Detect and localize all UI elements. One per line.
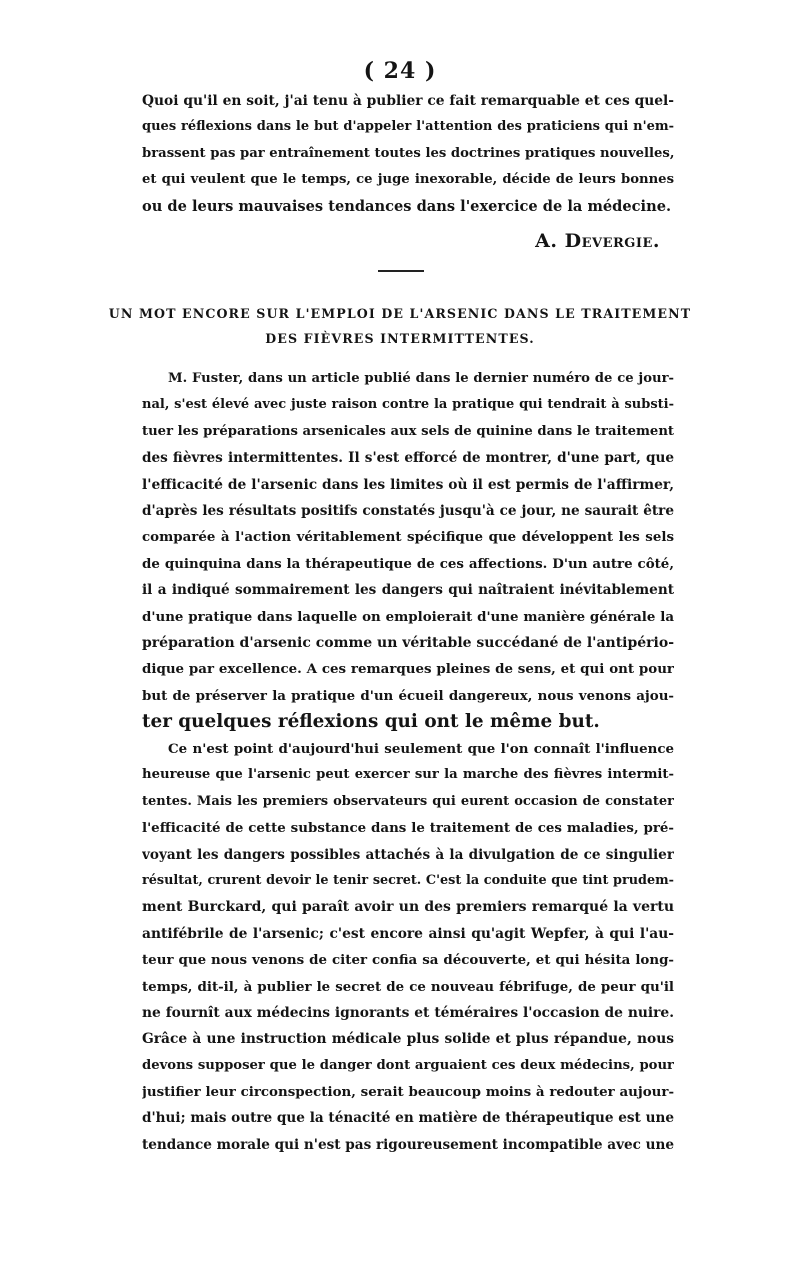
text-line: dique par excellence. A ces remarques pleines de sens, et qui ont pour (142, 661, 674, 678)
text-line: et qui veulent que le temps, ce juge inexorable, décide de leurs bonnes (142, 172, 674, 188)
text-line: d'hui; mais outre que la ténacité en matière de thérapeutique est une (142, 1110, 674, 1127)
text-line: brassent pas par entraînement toutes les doctrines pratiques nouvelles, (142, 145, 674, 161)
signature-name: Devergie. (564, 230, 660, 252)
author-signature (535, 230, 660, 252)
text-line: nal, s'est élevé avec juste raison contre la pratique qui tendrait à substi- (142, 397, 674, 413)
article-paragraph-2 (142, 736, 674, 1158)
text-line: de quinquina dans la thérapeutique de ces affections. D'un autre côté, (142, 555, 674, 572)
text-line: tendance morale qui n'est pas rigoureusement incompatible avec une (142, 1136, 674, 1153)
text-line: ou de leurs mauvaises tendances dans l'exercice de la médecine. (142, 197, 672, 215)
article-paragraph-1 (142, 366, 674, 735)
text-line: ne fournît aux médecins ignorants et téméraires l'occasion de nuire. (142, 1004, 674, 1021)
article-heading-line-2: DES FIÈVRES INTERMITTENTES. (265, 331, 535, 346)
text-line: justifier leur circonspection, serait beaucoup moins à redouter aujour- (142, 1084, 674, 1101)
text-line: il a indiqué sommairement les dangers qui naîtraient inévitablement (142, 582, 674, 599)
text-line: comparée à l'action véritablement spécifique que développent les sels (142, 529, 674, 546)
text-line: antifébrile de l'arsenic; c'est encore ainsi qu'agit Wepfer, à qui l'au- (142, 925, 674, 942)
text-line: Ce n'est point d'aujourd'hui seulement que l'on connaît l'influence (168, 741, 674, 757)
text-line: temps, dit-il, à publier le secret de ce nouveau fébrifuge, de peur qu'il (142, 978, 674, 995)
text-line: des fièvres intermittentes. Il s'est efforcé de montrer, d'une part, que (142, 450, 674, 467)
text-line: d'après les résultats positifs constatés jusqu'à ce jour, ne saurait être (142, 502, 674, 519)
page-number: ( 24 ) (363, 58, 437, 84)
text-line: Grâce à une instruction médicale plus solide et plus répandue, nous (142, 1031, 674, 1048)
text-line: voyant les dangers possibles attachés à la divulgation de ce singulier (142, 846, 674, 863)
text-line: M. Fuster, dans un article publié dans le dernier numéro de ce jour- (168, 371, 674, 386)
text-line: tuer les préparations arsenicales aux sels de quinine dans le traitement (142, 423, 674, 439)
text-line: l'efficacité de cette substance dans le traitement de ces maladies, pré- (142, 820, 674, 837)
section-divider (378, 270, 424, 272)
text-line: Quoi qu'il en soit, j'ai tenu à publier ce fait remarquable et ces quel- (142, 93, 674, 109)
signature-initial: A. (535, 230, 558, 252)
text-line: ter quelques réflexions qui ont le même but. (142, 711, 600, 733)
intro-paragraph (142, 88, 674, 220)
text-line: d'une pratique dans laquelle on emploierait d'une manière générale la (142, 608, 674, 625)
text-line: ques réflexions dans le but d'appeler l'attention des praticiens qui n'em- (142, 119, 674, 135)
text-line: l'efficacité de l'arsenic dans les limites où il est permis de l'affirmer, (142, 476, 674, 493)
text-line: préparation d'arsenic comme un véritable succédané de l'antipério- (142, 634, 674, 651)
text-line: tentes. Mais les premiers observateurs qui eurent occasion de constater (142, 793, 674, 809)
text-line: but de préserver la pratique d'un écueil dangereux, nous venons ajou- (142, 687, 674, 704)
text-line: devons supposer que le danger dont arguaient ces deux médecins, pour (142, 1057, 674, 1073)
text-line: heureuse que l'arsenic peut exercer sur la marche des fièvres intermit- (142, 767, 674, 783)
text-line: ment Burckard, qui paraît avoir un des premiers remarqué la vertu (142, 899, 674, 916)
text-line: teur que nous venons de citer confia sa découverte, et qui hésita long- (142, 952, 674, 969)
article-heading-line-1: UN MOT ENCORE SUR L'EMPLOI DE L'ARSENIC DANS LE TRAITEMENT (108, 306, 692, 321)
text-line: résultat, crurent devoir le tenir secret. C'est la conduite que tint prudem- (142, 872, 674, 888)
